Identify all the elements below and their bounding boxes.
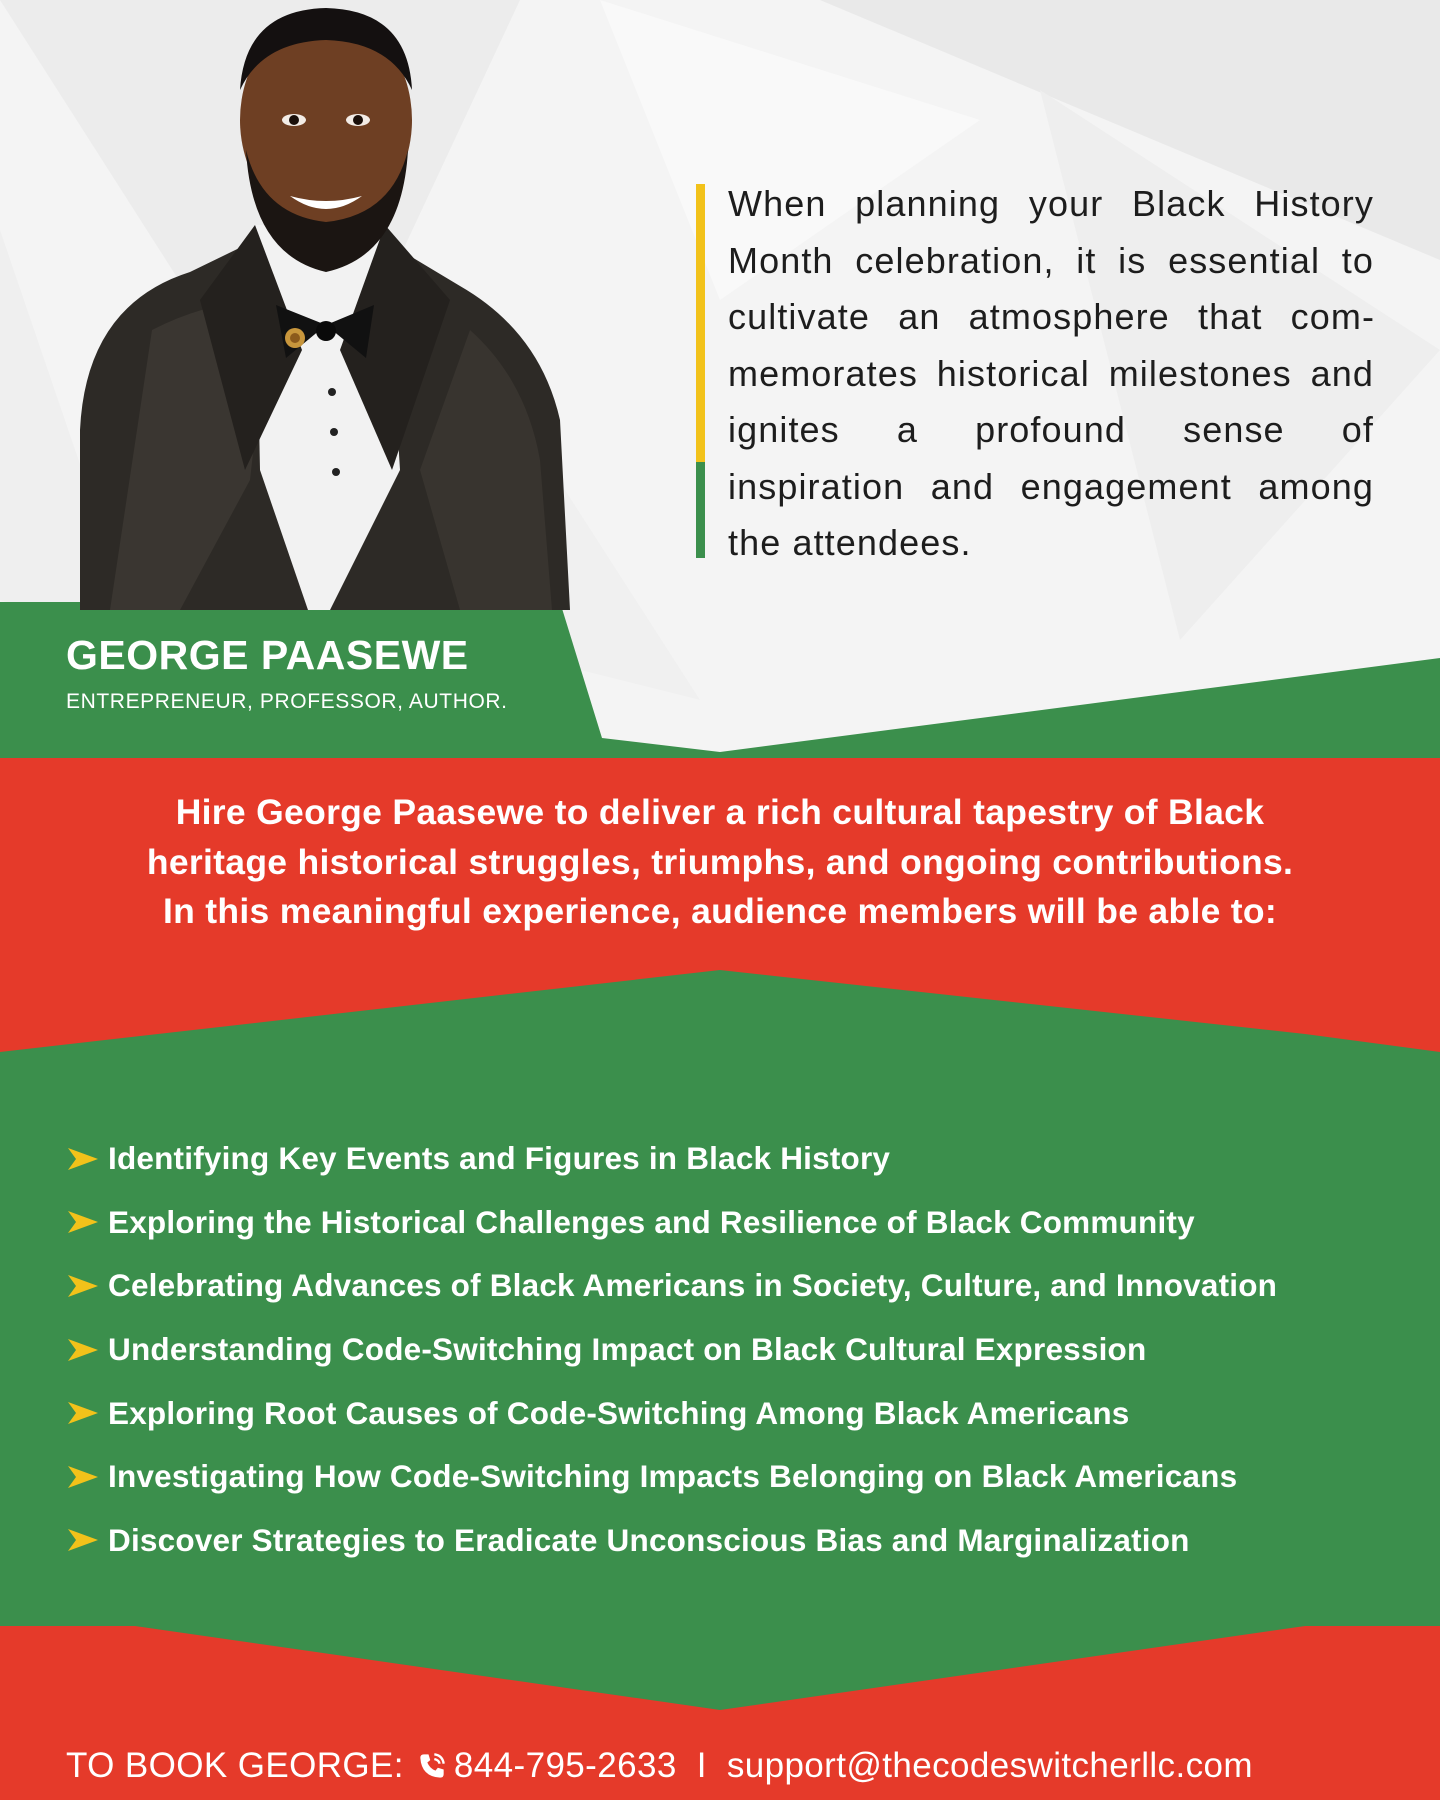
outcomes-list: [66, 1127, 1386, 1572]
hire-line: heritage historical struggles, triumphs, and ongoing contributions.: [146, 841, 1294, 882]
outcome-text: Exploring the Historical Challenges and Resilience of Black Community: [108, 1203, 1195, 1240]
booking-footer: [66, 1738, 1380, 1794]
arrow-bullet-icon: [66, 1400, 100, 1426]
hire-statement: [40, 788, 1400, 937]
outcome-text: Celebrating Advances of Black Americans in Society, Culture, and Innovation: [108, 1267, 1278, 1304]
arrow-bullet-icon: [66, 1273, 100, 1299]
list-item: [66, 1445, 1386, 1509]
outcome-text: Identifying Key Events and Figures in Black History: [108, 1140, 891, 1177]
list-item: [66, 1509, 1386, 1573]
speaker-roles: ENTREPRENEUR, PROFESSOR, AUTHOR.: [66, 690, 508, 713]
arrow-bullet-icon: [66, 1464, 100, 1490]
hire-line: In this meaningful experience, audience members will be able to:: [162, 891, 1278, 931]
arrow-bullet-icon: [66, 1209, 100, 1235]
booking-label: TO BOOK GEORGE:: [66, 1746, 404, 1785]
intro-paragraph: When planning your Black History Month celebration, it is essential to cultivate an atmosphere that commemorates historical milestones and ignites a profound sense of inspiration and engagement among the attendees.: [728, 183, 1374, 563]
booking-separator: I: [696, 1746, 707, 1785]
intro-accent-bar-green: [696, 462, 705, 558]
arrow-bullet-icon: [66, 1337, 100, 1363]
booking-phone-link[interactable]: 844-795-2633: [453, 1746, 677, 1785]
hire-line: Hire George Paasewe to deliver a rich cultural tapestry of Black: [175, 792, 1265, 832]
list-item: [66, 1127, 1386, 1191]
speaker-portrait: [40, 0, 600, 610]
outcome-text: Discover Strategies to Eradicate Unconscious Bias and Marginalization: [108, 1521, 1190, 1558]
list-item: [66, 1381, 1386, 1445]
outcome-text: Understanding Code-Switching Impact on Black Cultural Expression: [108, 1331, 1147, 1368]
list-item: [66, 1254, 1386, 1318]
booking-email-link[interactable]: support@thecodeswitcherllc.com: [726, 1746, 1253, 1785]
outcome-text: Investigating How Code-Switching Impacts Belonging on Black Americans: [108, 1458, 1238, 1495]
speaker-name: GEORGE PAASEWE: [66, 632, 469, 678]
list-item: [66, 1318, 1386, 1382]
list-item: [66, 1191, 1386, 1255]
intro-accent-bar-yellow: [696, 184, 705, 462]
phone-icon: [418, 1752, 446, 1780]
outcome-text: Exploring Root Causes of Code-Switching Among Black Americans: [108, 1394, 1130, 1431]
arrow-bullet-icon: [66, 1527, 100, 1553]
arrow-bullet-icon: [66, 1146, 100, 1172]
